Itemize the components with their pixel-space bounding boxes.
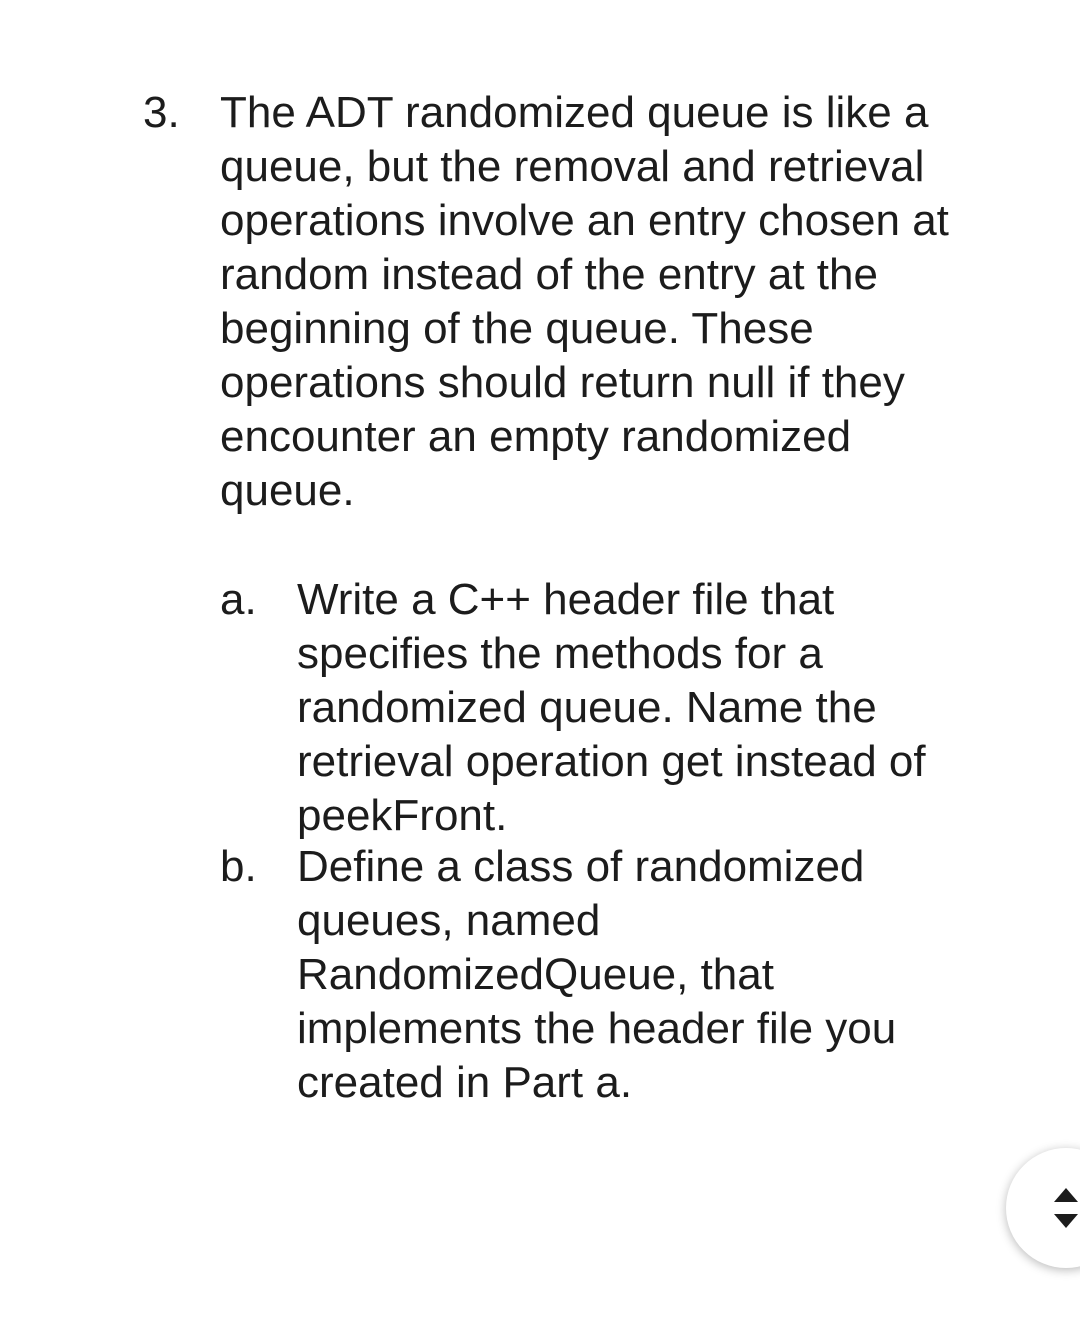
question-number: 3. bbox=[143, 88, 180, 137]
part-b-line: created in Part a. bbox=[297, 1058, 633, 1107]
question-line: operations involve an entry chosen at bbox=[220, 196, 949, 245]
part-a-line: peekFront. bbox=[297, 791, 508, 840]
part-b-line: implements the header file you bbox=[297, 1004, 897, 1053]
part-a-label: a. bbox=[220, 575, 257, 624]
part-b-line: queues, named bbox=[297, 896, 601, 945]
part-a-line: Write a C++ header file that bbox=[297, 575, 835, 624]
question-line: beginning of the queue. These bbox=[220, 304, 814, 353]
part-a-text bbox=[297, 573, 1017, 843]
question-line: queue. bbox=[220, 466, 355, 515]
question-text bbox=[220, 86, 1040, 518]
part-b-line: RandomizedQueue, that bbox=[297, 950, 774, 999]
part-a-line: randomized queue. Name the bbox=[297, 683, 877, 732]
question-line: queue, but the removal and retrieval bbox=[220, 142, 925, 191]
part-b-text bbox=[297, 840, 1017, 1110]
part-b-line: Define a class of randomized bbox=[297, 842, 865, 891]
part-b-label: b. bbox=[220, 842, 257, 891]
question-line: The ADT randomized queue is like a bbox=[220, 88, 929, 137]
part-a-line: retrieval operation get instead of bbox=[297, 737, 926, 786]
scroll-handle-button[interactable] bbox=[1006, 1148, 1080, 1268]
part-a-line: specifies the methods for a bbox=[297, 629, 823, 678]
question-line: random instead of the entry at the bbox=[220, 250, 878, 299]
question-line: operations should return null if they bbox=[220, 358, 905, 407]
question-line: encounter an empty randomized bbox=[220, 412, 852, 461]
up-down-arrows-icon bbox=[1042, 1184, 1080, 1232]
